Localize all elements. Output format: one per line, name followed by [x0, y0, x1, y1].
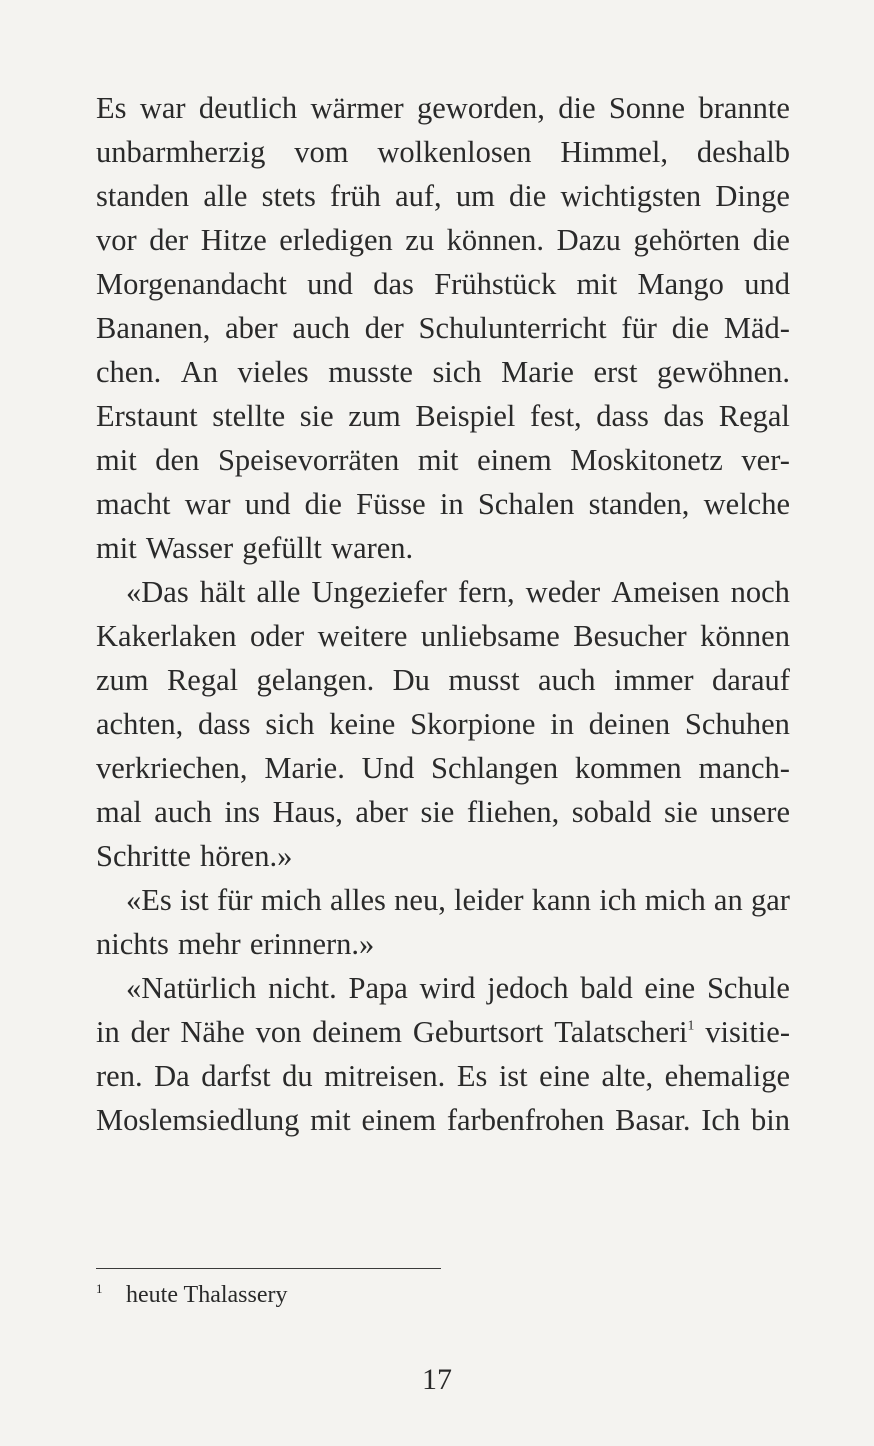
footnote-rule — [96, 1268, 441, 1269]
word: Regal — [718, 399, 790, 433]
word: unbarmherzig — [96, 135, 266, 169]
word: die — [304, 487, 342, 521]
word: für — [217, 883, 253, 917]
word: sie — [299, 399, 334, 433]
word: zu — [405, 223, 435, 257]
word: geworden, — [417, 91, 545, 125]
text-line — [96, 922, 790, 966]
word: mal — [96, 795, 142, 829]
word: gelangen. — [256, 663, 375, 697]
word: deshalb — [696, 135, 790, 169]
word: Himmel, — [560, 135, 668, 169]
word: Schalen — [477, 487, 575, 521]
text-line — [96, 526, 790, 570]
word: gehörten — [633, 223, 741, 257]
word: sich — [432, 355, 482, 389]
word: auch — [537, 663, 596, 697]
word: mit — [96, 443, 137, 477]
word: Regal — [166, 663, 239, 697]
word: auf, — [395, 179, 442, 213]
word: darfst — [201, 1059, 271, 1093]
word: musste — [328, 355, 413, 389]
word: Bananen, — [96, 311, 211, 345]
word: um — [455, 179, 495, 213]
word: eine — [644, 971, 696, 1005]
word: standen — [96, 179, 190, 213]
word: Ungeziefer — [311, 575, 447, 609]
word: Marie. — [264, 751, 345, 785]
word: der — [364, 311, 404, 345]
word: dass — [596, 399, 649, 433]
word: alte, — [601, 1059, 654, 1093]
word: Haus, — [272, 795, 343, 829]
word: der — [149, 223, 189, 257]
word: einem — [477, 443, 552, 477]
text-line — [96, 834, 790, 878]
word: einem — [361, 1103, 437, 1137]
word: kann — [531, 883, 591, 917]
word: die — [752, 223, 790, 257]
word: weder — [525, 575, 601, 609]
word: leider — [454, 883, 524, 917]
word: keine — [329, 707, 396, 741]
word: Schule — [706, 971, 790, 1005]
word: deinem — [312, 1015, 403, 1049]
footnote-text: heute Thalassery — [126, 1282, 288, 1308]
footnote — [96, 1278, 288, 1312]
word: fest, — [530, 399, 582, 433]
word: Morgenandacht — [96, 267, 287, 301]
word: Dazu — [556, 223, 621, 257]
word: «Das — [126, 575, 189, 609]
word: Marie — [501, 355, 574, 389]
word: zum — [348, 399, 401, 433]
word: neu, — [394, 883, 446, 917]
word: Schuhen — [684, 707, 790, 741]
word: mit — [310, 1103, 351, 1137]
word: chen. — [96, 355, 162, 389]
word: ver- — [741, 443, 790, 477]
text-line — [96, 218, 790, 262]
word: unliebsame — [420, 619, 560, 653]
word: alle — [203, 179, 248, 213]
word: Mango — [637, 267, 724, 301]
word: in — [550, 707, 574, 741]
word: weitere — [317, 619, 408, 653]
word: ins — [224, 795, 261, 829]
word: Geburtsort — [412, 1015, 544, 1049]
word: standen, — [588, 487, 690, 521]
word: ehemalige — [664, 1059, 790, 1093]
word: sich — [265, 707, 315, 741]
word: Frühstück — [434, 267, 557, 301]
word: den — [155, 443, 200, 477]
text-line — [96, 966, 790, 1010]
word: eine — [539, 1059, 590, 1093]
word: die — [509, 179, 547, 213]
word: An — [180, 355, 218, 389]
word: noch — [730, 575, 790, 609]
word: Füsse — [356, 487, 426, 521]
word: gefüllt — [242, 531, 322, 565]
word: auch — [154, 795, 212, 829]
word: Und — [361, 751, 415, 785]
word: an — [713, 883, 743, 917]
word: musst — [448, 663, 520, 697]
word: jedoch — [487, 971, 569, 1005]
word: Du — [392, 663, 430, 697]
word: fern, — [457, 575, 515, 609]
word: nichts — [96, 927, 169, 961]
word: sobald — [571, 795, 652, 829]
word: aber — [355, 795, 408, 829]
word: hält — [199, 575, 246, 609]
word: unsere — [710, 795, 790, 829]
word: erinnern.» — [249, 927, 375, 961]
word: Schulunterricht — [418, 311, 607, 345]
text-line — [96, 614, 790, 658]
word: alle — [256, 575, 301, 609]
word: war — [139, 91, 186, 125]
word: Ich — [701, 1103, 741, 1137]
text-line — [96, 658, 790, 702]
word: farbenfrohen — [446, 1103, 605, 1137]
word: Wasser — [145, 531, 234, 565]
word: und — [244, 487, 291, 521]
word: ist — [498, 1059, 528, 1093]
word: bin — [750, 1103, 790, 1137]
body-text — [96, 86, 790, 1142]
word: hören.» — [200, 839, 293, 873]
word: die — [558, 91, 596, 125]
word: nicht. — [268, 971, 337, 1005]
word: Schlangen — [431, 751, 559, 785]
word: darauf — [712, 663, 790, 697]
word: Es — [96, 91, 127, 125]
text-line — [96, 438, 790, 482]
word: aber — [225, 311, 278, 345]
word: manch- — [698, 751, 790, 785]
word: mit — [417, 443, 459, 477]
word: vor — [96, 223, 137, 257]
word: mehr — [178, 927, 241, 961]
word: gewöhnen. — [657, 355, 790, 389]
word: «Es — [126, 883, 172, 917]
word: und — [307, 267, 353, 301]
word: Basar. — [615, 1103, 691, 1137]
word: stellte — [212, 399, 286, 433]
word: ren. — [96, 1059, 143, 1093]
word: Mäd- — [723, 311, 790, 345]
text-line — [96, 790, 790, 834]
text-line — [96, 130, 790, 174]
word: auch — [292, 311, 350, 345]
word: vieles — [237, 355, 309, 389]
word: war — [184, 487, 231, 521]
word: Hitze — [200, 223, 267, 257]
word: von — [255, 1015, 302, 1049]
text-line — [96, 570, 790, 614]
word: Beispiel — [415, 399, 516, 433]
word: ist — [179, 883, 209, 917]
word: die — [671, 311, 710, 345]
word: können — [700, 619, 790, 653]
word: Ameisen — [611, 575, 720, 609]
word: vom — [294, 135, 349, 169]
word: das — [663, 399, 705, 433]
word: visitie- — [705, 1015, 790, 1049]
word: macht — [96, 487, 171, 521]
word: mitreisen. — [324, 1059, 446, 1093]
word: erledigen — [279, 223, 393, 257]
word: mich — [260, 883, 322, 917]
word: erst — [593, 355, 638, 389]
word: achten, — [96, 707, 184, 741]
word: mit — [576, 267, 618, 301]
word: in — [96, 1015, 120, 1049]
word: ich — [599, 883, 637, 917]
word: mit — [96, 531, 137, 565]
text-line — [96, 306, 790, 350]
word: Skorpione — [410, 707, 536, 741]
word: Besucher — [573, 619, 687, 653]
text-line — [96, 350, 790, 394]
text-line — [96, 262, 790, 306]
text-line — [96, 86, 790, 130]
word: wärmer — [310, 91, 404, 125]
word: für — [621, 311, 657, 345]
word: brannte — [698, 91, 790, 125]
text-line — [96, 702, 790, 746]
word: Moslemsiedlung — [96, 1103, 300, 1137]
word: fliehen, — [466, 795, 560, 829]
word: in — [439, 487, 464, 521]
word: dass — [198, 707, 251, 741]
word: welche — [703, 487, 790, 521]
word: mich — [644, 883, 706, 917]
word: wird — [419, 971, 476, 1005]
word: oder — [250, 619, 305, 653]
word: Sonne — [608, 91, 686, 125]
footnote-mark: 1 — [96, 1281, 103, 1296]
word: bald — [580, 971, 633, 1005]
word: zum — [96, 663, 149, 697]
word: Schritte — [96, 839, 191, 873]
word: Da — [154, 1059, 190, 1093]
text-line — [96, 174, 790, 218]
word: und — [744, 267, 790, 301]
word: wichtigsten — [560, 179, 702, 213]
word: Moskitonetz — [570, 443, 723, 477]
word: immer — [613, 663, 694, 697]
text-line — [96, 746, 790, 790]
word: du — [282, 1059, 313, 1093]
text-line — [96, 1054, 790, 1098]
word: können. — [446, 223, 545, 257]
word: wolkenlosen — [377, 135, 532, 169]
page-number: 17 — [422, 1363, 452, 1396]
word: waren. — [331, 531, 414, 565]
text-line — [96, 1010, 790, 1054]
word: sie — [420, 795, 455, 829]
word: Erstaunt — [96, 399, 198, 433]
word: Es — [456, 1059, 488, 1093]
word: früh — [330, 179, 381, 213]
word: Speisevorräten — [217, 443, 400, 477]
word: Dinge — [715, 179, 790, 213]
word: alles — [330, 883, 386, 917]
word: Nähe — [180, 1015, 245, 1049]
word: «Natürlich — [126, 971, 257, 1005]
footnote-reference: 1 — [687, 1017, 695, 1033]
word: sie — [663, 795, 698, 829]
word: das — [373, 267, 414, 301]
word: Talatscheri$^1$ — [554, 1015, 695, 1049]
text-line — [96, 1098, 790, 1142]
word: deutlich — [198, 91, 298, 125]
word: der — [130, 1015, 170, 1049]
text-line — [96, 394, 790, 438]
word: Kakerlaken — [96, 619, 237, 653]
word: Papa — [348, 971, 408, 1005]
word: kommen — [574, 751, 682, 785]
word: stets — [261, 179, 316, 213]
word: deinen — [588, 707, 671, 741]
text-line — [96, 878, 790, 922]
text-line — [96, 482, 790, 526]
word: gar — [750, 883, 790, 917]
word: verkriechen, — [96, 751, 248, 785]
